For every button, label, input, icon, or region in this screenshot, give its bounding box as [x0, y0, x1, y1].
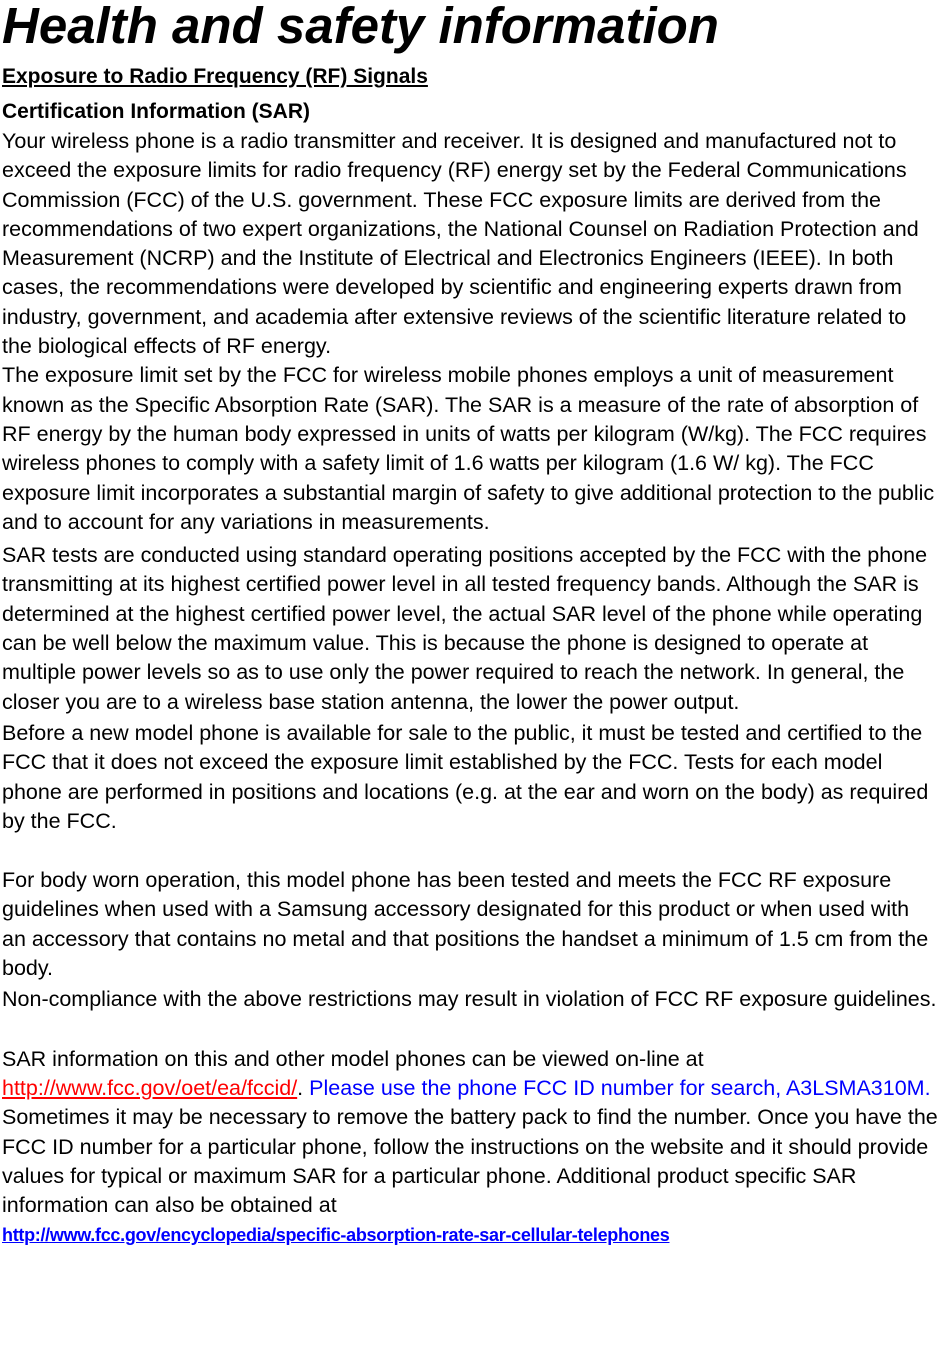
paragraph-exposure-limit: The exposure limit set by the FCC for wireless mobile phones employs a unit of measurement known as the Specific Absorption Rate (SAR). The SAR is a measure of the rate of absorption of RF energy by the human body expressed in units of watts per kilogram (W/kg). The FCC requires wireless phones to comply with a safety limit of 1.6 watts per kilogram (1.6 W/ kg). The FCC exposure limit incorporates a substantial margin of safety to give additional protection to the public and to account for any variations in measurements.	[2, 363, 935, 534]
period: .	[297, 1075, 304, 1100]
paragraph-sar-tests: SAR tests are conducted using standard operating positions accepted by the FCC with the phone transmitting at its highest certified power level in all tested frequency bands. Although the SAR is determined at the highest certified power level, the actual SAR level of the phone while operating can be well below the maximum value. This is because the phone is designed to operate at multiple power levels so as to use only the power required to reach the network. In general, the closer you are to a wireless base station antenna, the lower the power output.	[2, 543, 928, 714]
paragraph-sar-info	[2, 1045, 938, 1251]
sar-cellular-link[interactable]: http://www.fcc.gov/encyclopedia/specific-absorption-rate-sar-cellular-telephones	[2, 1225, 670, 1246]
page-title: Health and safety information	[2, 0, 719, 54]
sar-info-rest: Sometimes it may be necessary to remove the battery pack to find the number. Once you have the FCC ID number for a particular phone, follow the instructions on the website and it should provide values for typical or maximum SAR for a particular phone. Additional product specific SAR information can also be obtained at	[2, 1105, 938, 1218]
subsection-heading: Certification Information (SAR)	[2, 100, 310, 123]
sar-info-intro: SAR information on this and other model phones can be viewed on-line at	[2, 1046, 704, 1071]
document-page	[2, 0, 938, 1251]
paragraph-certification: Before a new model phone is available for sale to the public, it must be tested and certified to the FCC that it does not exceed the exposure limit established by the FCC. Tests for each model phone are performed in positions and locations (e.g. at the ear and worn on the body) as required by the FCC.	[2, 720, 929, 833]
paragraph-non-compliance: Non-compliance with the above restrictions may result in violation of FCC RF exposure guidelines.	[2, 987, 937, 1012]
fcc-id-search-note: Please use the phone FCC ID number for search, A3LSMA310M.	[303, 1075, 931, 1100]
section-heading: Exposure to Radio Frequency (RF) Signals	[2, 65, 428, 88]
paragraph-body-worn: For body worn operation, this model phone has been tested and meets the FCC RF exposure guidelines when used with a Samsung accessory designated for this product or when used with an accessory that contains no metal and that positions the handset a minimum of 1.5 cm from the body.	[2, 868, 929, 981]
fccid-link[interactable]: http://www.fcc.gov/oet/ea/fccid/	[2, 1075, 298, 1100]
paragraph-sar-overview: Your wireless phone is a radio transmitter and receiver. It is designed and manufactured not to exceed the exposure limits for radio frequency (RF) energy set by the Federal Communications Commission (FCC) of the U.S. government. These FCC exposure limits are derived from the recommendations of two expert organizations, the National Counsel on Radiation Protection and Measurement (NCRP) and the Institute of Electrical and Electronics Engineers (IEEE). In both cases, the recommendations were developed by scientific and engineering experts drawn from industry, government, and academia after extensive reviews of the scientific literature related to the biological effects of RF energy.	[2, 129, 919, 359]
